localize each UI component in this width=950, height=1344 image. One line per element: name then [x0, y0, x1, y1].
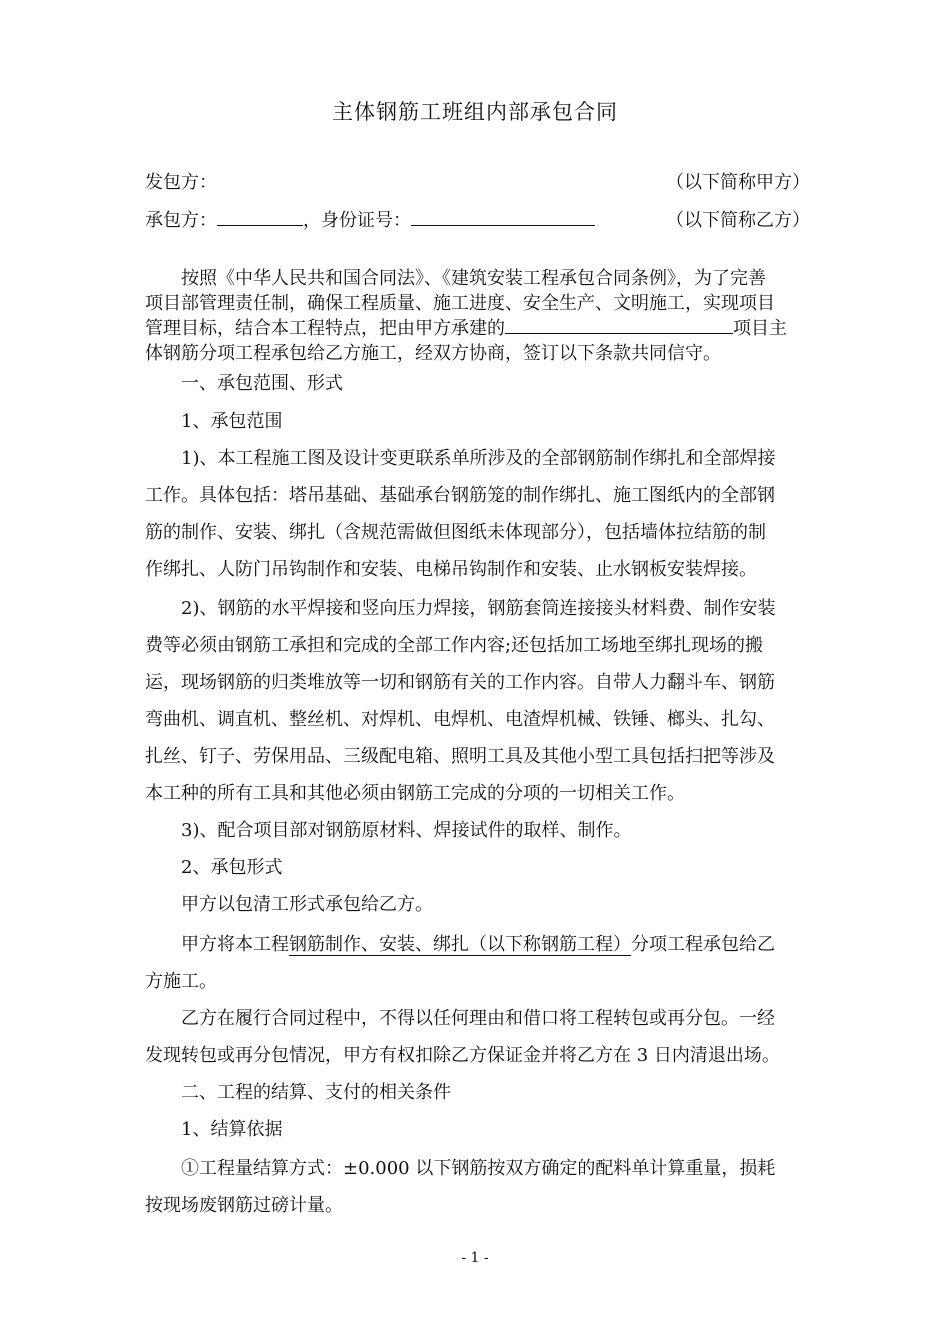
party-b-id-blank[interactable]: [411, 207, 595, 226]
p1-line-1: 1)、本工程施工图及设计变更联系单所涉及的全部钢筋制作绑扎和全部焊接: [181, 448, 776, 469]
section-2-1-heading: 1、结算依据: [181, 1119, 283, 1140]
section-2-heading: 二、工程的结算、支付的相关条件: [181, 1082, 451, 1103]
p1-line-3: 筋的制作、安装、绑扎（含规范需做但图纸未体现部分），包括墙体拉结筋的制: [145, 522, 766, 543]
p6-line-1: 乙方在履行合同过程中，不得以任何理由和借口将工程转包或再分包。一经: [181, 1008, 775, 1029]
p1-line-2: 工作。具体包括：塔吊基础、基础承台钢筋笼的制作绑扎、施工图纸内的全部钢: [145, 485, 775, 506]
p5-line-1: [145, 930, 846, 956]
p3-line: 3)、配合项目部对钢筋原材料、焊接试件的取样、制作。: [181, 820, 632, 841]
p4-line: 甲方以包清工形式承包给乙方。: [181, 894, 433, 915]
intro-line-2: 项目部管理责任制，确保工程质量、施工进度、安全生产、文明施工，实现项目: [145, 293, 775, 314]
p5-underlined-scope: 钢筋制作、安装、绑扎（以下称钢筋工程）: [289, 934, 631, 955]
party-a-note: （以下简称甲方）: [666, 172, 810, 193]
p5-line-2: 方施工。: [145, 971, 217, 992]
section-1-1-heading: 1、承包范围: [181, 411, 283, 432]
p5-text-a: 甲方将本工程: [181, 934, 289, 955]
intro-line-3: [145, 314, 810, 340]
p2-line-6: 本工种的所有工具和其他必须由钢筋工完成的分项的一切相关工作。: [145, 783, 685, 804]
p2-line-5: 扎丝、钉子、劳保用品、三级配电箱、照明工具及其他小型工具包括扫把等涉及: [145, 746, 775, 767]
party-b-label: 承包方：: [145, 210, 217, 231]
p7-line-1: ①工程量结算方式：±0.000 以下钢筋按双方确定的配料单计算重量，损耗: [181, 1158, 776, 1179]
party-a-label: 发包方：: [145, 172, 217, 193]
p6-line-2: 发现转包或再分包情况，甲方有权扣除乙方保证金并将乙方在 3 日内清退出场。: [145, 1045, 780, 1066]
intro-line-4: 体钢筋分项工程承包给乙方施工，经双方协商，签订以下条款共同信守。: [145, 343, 721, 364]
p2-line-2: 费等必须由钢筋工承担和完成的全部工作内容;还包括加工场地至绑扎现场的搬: [145, 635, 764, 656]
p1-line-4: 作绑扎、人防门吊钩制作和安装、电梯吊钩制作和安装、止水钢板安装焊接。: [145, 559, 757, 580]
intro-line-1: 按照《中华人民共和国合同法》、《建筑安装工程承包合同条例》，为了完善: [181, 268, 766, 289]
party-b-id-label: ，身份证号：: [303, 210, 411, 231]
intro-line-3a: 管理目标，结合本工程特点，把由甲方承建的: [145, 318, 505, 339]
section-1-heading: 一、承包范围、形式: [181, 373, 343, 394]
document-title: 主体钢筋工班组内部承包合同: [332, 100, 618, 124]
party-b-name-blank[interactable]: [217, 207, 303, 226]
p2-line-1: 2)、钢筋的水平焊接和竖向压力焊接，钢筋套筒连接接头材料费、制作安装: [181, 598, 776, 619]
section-1-2-heading: 2、承包形式: [181, 857, 283, 878]
intro-line-3b: 项目主: [733, 318, 787, 339]
page-number: - 1 -: [461, 1250, 489, 1266]
p7-line-2: 按现场废钢筋过磅计量。: [145, 1195, 343, 1216]
project-name-blank[interactable]: [505, 315, 733, 334]
p2-line-3: 运，现场钢筋的归类堆放等一切和钢筋有关的工作内容。自带人力翻斗车、钢筋: [145, 672, 775, 693]
party-b-note: （以下简称乙方）: [666, 210, 810, 231]
p5-text-c: 分项工程承包给乙: [631, 934, 775, 955]
p2-line-4: 弯曲机、调直机、整丝机、对焊机、电焊机、电渣焊机械、铁锤、榔头、扎勾、: [145, 709, 775, 730]
